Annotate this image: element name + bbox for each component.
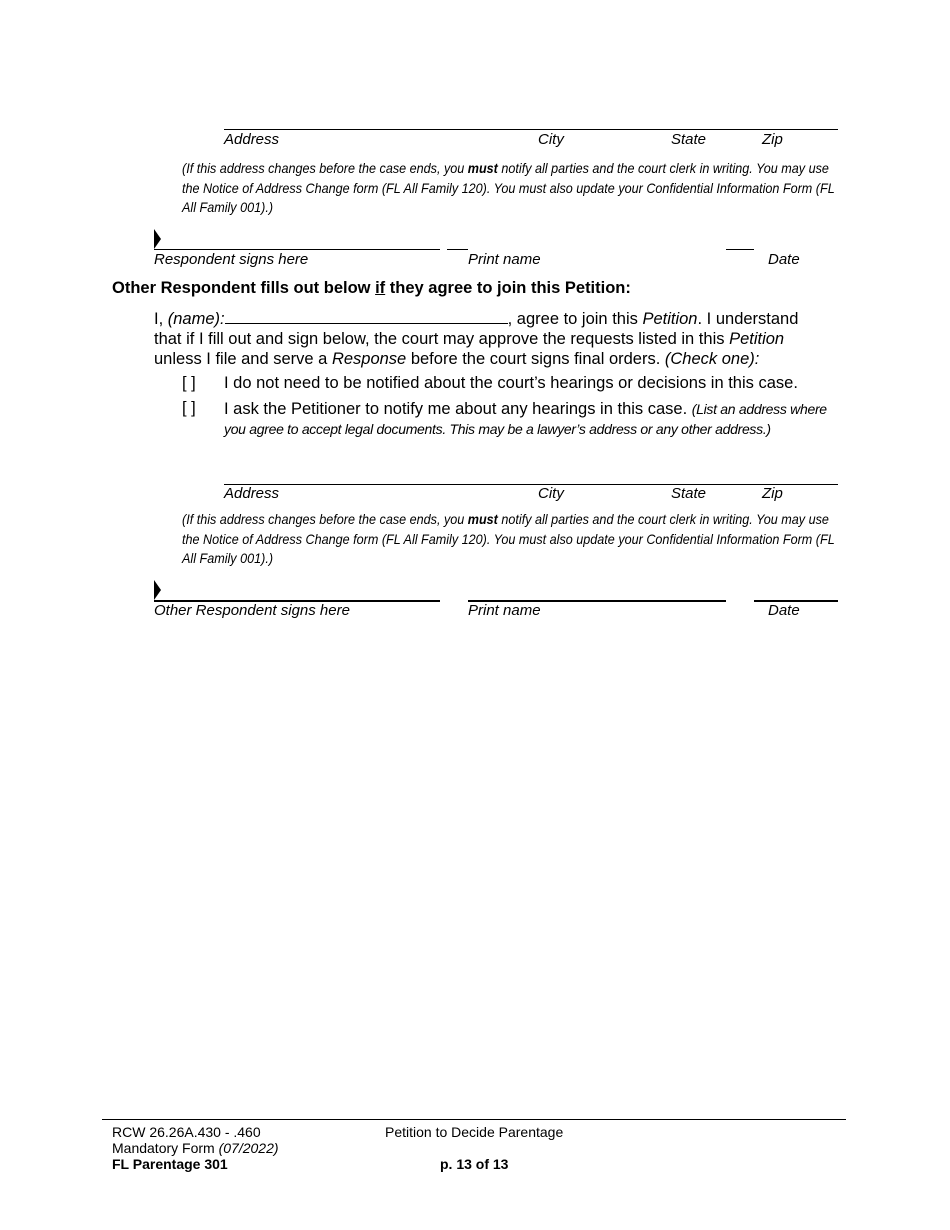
state-label: State bbox=[671, 485, 707, 502]
intro-i: I, bbox=[154, 310, 168, 328]
footer-mandatory-label: Mandatory Form bbox=[112, 1140, 219, 1156]
note-prefix: (If this address changes before the case ends, you bbox=[182, 511, 468, 527]
footer-form-id: FL Parentage 301 bbox=[112, 1156, 228, 1172]
address-change-note-1 bbox=[182, 159, 842, 218]
respondent-date-label: Date bbox=[768, 251, 800, 268]
zip-label: Zip bbox=[762, 485, 783, 502]
state-label: State bbox=[671, 131, 707, 148]
respondent-date-line[interactable] bbox=[726, 249, 754, 250]
intro-petition: Petition bbox=[642, 310, 698, 328]
name-input-line[interactable] bbox=[225, 308, 508, 324]
respondent-print-name-label: Print name bbox=[468, 251, 541, 268]
address-label: Address bbox=[224, 485, 280, 502]
intro-response: Response bbox=[331, 350, 407, 368]
other-respondent-heading bbox=[112, 279, 631, 298]
sign-arrow-icon bbox=[154, 229, 161, 249]
heading-post: they agree to join this Petition: bbox=[385, 279, 631, 297]
address-change-note-2 bbox=[182, 510, 842, 569]
join-statement bbox=[154, 308, 819, 369]
note-suffix: notify all parties and the court clerk in writing. You may use the Notice of Address Change form (FL All Family 120). You must also update your Confidential Information Form (FL All Family 001).) bbox=[182, 160, 835, 215]
note-must: must bbox=[467, 511, 498, 527]
option2-checkbox[interactable]: [ ] bbox=[182, 399, 196, 417]
option1-text: I do not need to be notified about the court’s hearings or decisions in this case. bbox=[224, 374, 798, 392]
option2-note: (List an address where you agree to accept legal documents. This may be a lawyer’s address or any other address.) bbox=[224, 401, 827, 437]
footer-title: Petition to Decide Parentage bbox=[385, 1124, 564, 1140]
intro-check-one: (Check one): bbox=[664, 350, 760, 368]
zip-label: Zip bbox=[762, 131, 783, 148]
note-prefix: (If this address changes before the case ends, you bbox=[182, 160, 468, 176]
other-respondent-date-label: Date bbox=[768, 602, 800, 619]
footer-divider bbox=[102, 1119, 846, 1120]
address-line-2[interactable] bbox=[224, 484, 838, 485]
option1-checkbox[interactable]: [ ] bbox=[182, 374, 196, 392]
intro-agree: , agree to join this bbox=[507, 310, 643, 328]
footer-mandatory bbox=[112, 1140, 279, 1156]
note-must: must bbox=[467, 160, 498, 176]
intro-unless: unless I file and serve a bbox=[154, 350, 332, 368]
other-respondent-signs-label: Other Respondent signs here bbox=[154, 602, 350, 619]
city-label: City bbox=[538, 485, 564, 502]
footer-mandatory-date: (07/2022) bbox=[218, 1140, 279, 1156]
intro-petition-2: Petition bbox=[729, 330, 785, 348]
address-label: Address bbox=[224, 131, 280, 148]
heading-pre: Other Respondent fills out below bbox=[112, 279, 376, 297]
footer-rcw: RCW 26.26A.430 - .460 bbox=[112, 1124, 261, 1140]
respondent-signs-label: Respondent signs here bbox=[154, 251, 309, 268]
respondent-signature-line[interactable] bbox=[154, 249, 440, 250]
respondent-print-name-line[interactable] bbox=[447, 249, 468, 250]
option2-text-block bbox=[224, 399, 844, 439]
other-respondent-print-name-label: Print name bbox=[468, 602, 541, 619]
intro-name-label: (name): bbox=[167, 310, 225, 328]
heading-if: if bbox=[375, 279, 386, 297]
city-label: City bbox=[538, 131, 564, 148]
intro-before: before the court signs final orders. bbox=[406, 350, 665, 368]
note-suffix: notify all parties and the court clerk in writing. You may use the Notice of Address Change form (FL All Family 120). You must also update your Confidential Information Form (FL All Family 001).) bbox=[182, 511, 835, 566]
sign-arrow-icon bbox=[154, 580, 161, 600]
address-line-1[interactable] bbox=[224, 129, 838, 130]
intro-understand: . I understand that if I fill out and sign below, the court may approve the requests listed in this bbox=[154, 310, 799, 348]
option2-text: I ask the Petitioner to notify me about any hearings in this case. bbox=[224, 400, 692, 418]
footer-page: p. 13 of 13 bbox=[440, 1156, 509, 1172]
